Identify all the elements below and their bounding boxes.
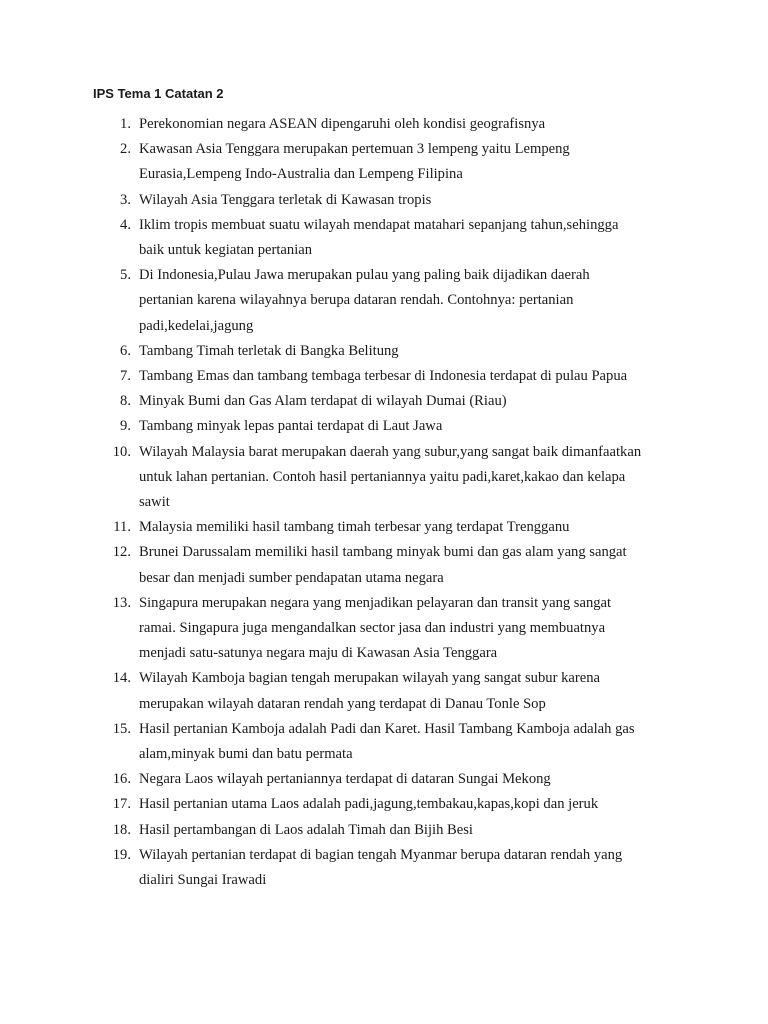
list-item-text-line: Kawasan Asia Tenggara merupakan pertemuan 3 lempeng yaitu Lempeng	[139, 141, 570, 158]
list-item-number: 3.	[120, 191, 131, 208]
list-item-text-line: sawit	[139, 494, 170, 511]
list-item	[0, 818, 700, 843]
list-item-text-line: Hasil pertambangan di Laos adalah Timah dan Bijih Besi	[139, 821, 473, 838]
list-item-number: 12.	[112, 544, 131, 561]
list-item-text-line: menjadi satu-satunya negara maju di Kawasan Asia Tenggara	[139, 645, 498, 662]
list-item	[0, 515, 700, 540]
list-item-text-line: Negara Laos wilayah pertaniannya terdapat di dataran Sungai Mekong	[139, 771, 551, 788]
list-item	[0, 540, 700, 590]
list-item-number: 8.	[120, 393, 131, 410]
list-item	[0, 666, 700, 716]
list-item-text-line: besar dan menjadi sumber pendapatan utama negara	[139, 569, 444, 586]
list-item	[0, 591, 700, 667]
list-item-number: 14.	[112, 670, 131, 687]
list-item-text-line: pertanian karena wilayahnya berupa dataran rendah. Contohnya: pertanian	[139, 292, 574, 309]
list-item-text-line: ramai. Singapura juga mengandalkan sector jasa dan industri yang membuatnya	[139, 620, 606, 637]
list-item-number: 4.	[120, 216, 131, 233]
list-item-text-line: Wilayah Kamboja bagian tengah merupakan wilayah yang sangat subur karena	[139, 670, 600, 687]
list-item-text-line: baik untuk kegiatan pertanian	[139, 242, 313, 259]
list-item-text-line: padi,kedelai,jagung	[139, 317, 254, 334]
list-item-text-line: Malaysia memiliki hasil tambang timah terbesar yang terdapat Trengganu	[139, 519, 570, 536]
list-item-text-line: Perekonomian negara ASEAN dipengaruhi oleh kondisi geografisnya	[139, 116, 546, 132]
list-item	[0, 137, 700, 187]
list-item-number: 16.	[112, 771, 131, 788]
list-item	[0, 843, 700, 893]
list-item-text-line: Wilayah Malaysia barat merupakan daerah yang subur,yang sangat baik dimanfaatkan	[139, 443, 642, 460]
list-item-number: 11.	[113, 519, 131, 536]
list-item-text-line: Hasil pertanian Kamboja adalah Padi dan Karet. Hasil Tambang Kamboja adalah gas	[139, 720, 635, 737]
list-item-number: 18.	[112, 821, 131, 838]
list-item-text-line: alam,minyak bumi dan batu permata	[139, 746, 353, 763]
list-item-text-line: untuk lahan pertanian. Contoh hasil pertaniannya yaitu padi,karet,kakao dan kelapa	[139, 468, 626, 485]
list-item-text-line: Hasil pertanian utama Laos adalah padi,jagung,tembakau,kapas,kopi dan jeruk	[139, 796, 599, 813]
list-item-number: 5.	[120, 267, 131, 284]
list-item	[0, 389, 700, 414]
list-item-text-line: Tambang Timah terletak di Bangka Belitung	[139, 342, 399, 359]
list-item-number: 9.	[120, 418, 131, 435]
list-item-number: 7.	[120, 368, 131, 385]
list-item-text-line: Di Indonesia,Pulau Jawa merupakan pulau yang paling baik dijadikan daerah	[139, 267, 590, 284]
document-title: IPS Tema 1 Catatan 2	[93, 86, 224, 101]
list-item-number: 10.	[112, 443, 131, 460]
list-item	[0, 339, 700, 364]
list-item-number: 2.	[120, 141, 131, 158]
list-item-number: 13.	[112, 594, 131, 611]
list-item	[0, 414, 700, 439]
list-item-text-line: Singapura merupakan negara yang menjadikan pelayaran dan transit yang sangat	[139, 594, 612, 611]
notes-list	[0, 112, 700, 893]
list-item-number: 1.	[120, 116, 131, 132]
list-item-number: 6.	[120, 342, 131, 359]
list-item-number: 15.	[112, 720, 131, 737]
list-item-text-line: Tambang minyak lepas pantai terdapat di Laut Jawa	[139, 418, 443, 435]
list-item-text-line: Iklim tropis membuat suatu wilayah mendapat matahari sepanjang tahun,sehingga	[139, 216, 619, 233]
list-item	[0, 767, 700, 792]
list-item-number: 17.	[112, 796, 131, 813]
list-item-text-line: Tambang Emas dan tambang tembaga terbesar di Indonesia terdapat di pulau Papua	[139, 368, 628, 385]
list-item	[0, 188, 700, 213]
list-item	[0, 792, 700, 817]
list-item	[0, 717, 700, 767]
list-item-text-line: Wilayah Asia Tenggara terletak di Kawasan tropis	[139, 191, 432, 208]
list-item	[0, 440, 700, 516]
list-item	[0, 364, 700, 389]
list-item-text-line: Minyak Bumi dan Gas Alam terdapat di wilayah Dumai (Riau)	[139, 393, 507, 410]
list-item	[0, 213, 700, 263]
list-item-text-line: merupakan wilayah dataran rendah yang terdapat di Danau Tonle Sop	[139, 695, 546, 712]
list-item-text-line: Eurasia,Lempeng Indo-Australia dan Lempeng Filipina	[139, 166, 463, 183]
list-item	[0, 112, 700, 137]
list-item-text-line: Wilayah pertanian terdapat di bagian tengah Myanmar berupa dataran rendah yang	[139, 846, 623, 863]
list-item	[0, 263, 700, 339]
list-item-text-line: Brunei Darussalam memiliki hasil tambang minyak bumi dan gas alam yang sangat	[139, 544, 627, 561]
list-item-number: 19.	[112, 846, 131, 863]
list-item-text-line: dialiri Sungai Irawadi	[139, 872, 267, 889]
